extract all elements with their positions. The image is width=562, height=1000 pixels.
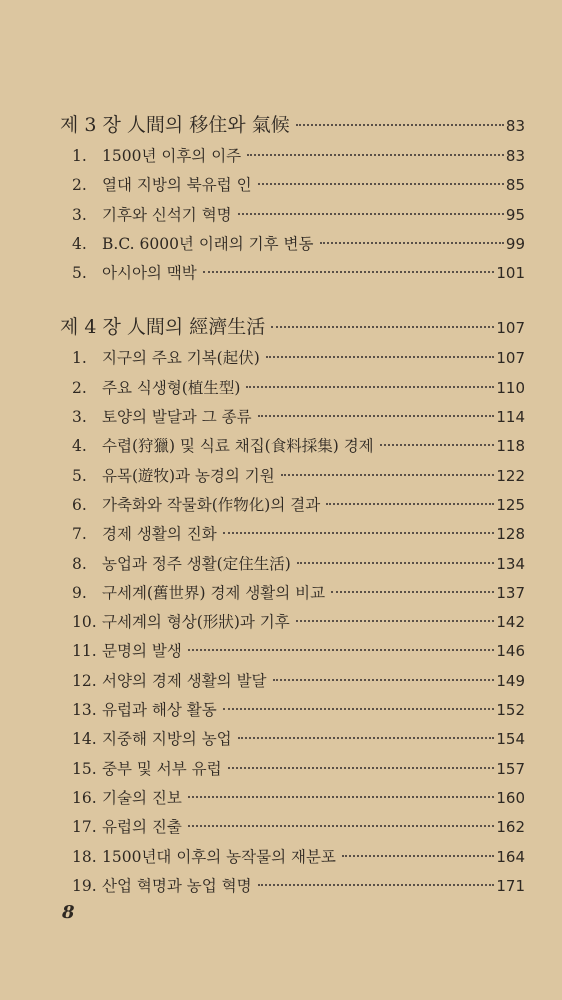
entry-page-number: 157 <box>496 759 525 778</box>
toc-entry <box>60 579 525 608</box>
entry-number: 7. <box>72 525 87 544</box>
toc-entry <box>60 608 525 637</box>
dot-leader <box>296 124 504 126</box>
dot-leader <box>297 562 495 564</box>
entry-number: 8. <box>72 554 87 573</box>
dot-leader <box>188 796 495 798</box>
toc-entry <box>60 755 525 784</box>
toc-entry <box>60 432 525 461</box>
toc-entry <box>60 550 525 579</box>
dot-leader <box>203 271 495 273</box>
entry-title: 토양의 발달과 그 종류 <box>102 408 252 427</box>
entry-page-number: 142 <box>496 613 525 632</box>
dot-leader <box>266 356 495 358</box>
entry-number: 3. <box>72 408 87 427</box>
chapter-spacer <box>60 288 525 310</box>
entry-number: 14. <box>72 730 97 749</box>
toc-entry <box>60 872 525 901</box>
toc-entry <box>60 403 525 432</box>
dot-leader <box>326 503 494 505</box>
entry-number: 4. <box>72 234 87 253</box>
entry-page-number: 110 <box>496 378 525 397</box>
table-of-contents <box>60 108 525 901</box>
chapter-page-number: 107 <box>496 319 525 338</box>
toc-entry <box>60 520 525 549</box>
entry-number: 17. <box>72 818 97 837</box>
entry-number: 16. <box>72 788 97 807</box>
entry-number: 9. <box>72 583 87 602</box>
chapter-heading <box>60 108 525 142</box>
entry-number: 11. <box>72 642 97 661</box>
entry-page-number: 95 <box>505 205 525 224</box>
entry-number: 19. <box>72 876 97 895</box>
toc-entry <box>60 374 525 403</box>
toc-entry <box>60 344 525 373</box>
entry-title: 기술의 진보 <box>102 788 182 807</box>
entry-page-number: 149 <box>496 671 525 690</box>
dot-leader <box>296 620 495 622</box>
dot-leader <box>228 767 495 769</box>
toc-entry <box>60 725 525 754</box>
entry-number: 5. <box>72 466 87 485</box>
entry-title: 가축화와 작물화(作物化)의 결과 <box>102 495 321 514</box>
dot-leader <box>246 386 494 388</box>
entry-page-number: 125 <box>496 495 525 514</box>
entry-title: 1500년 이후의 이주 <box>102 147 242 165</box>
entry-number: 12. <box>72 671 97 690</box>
entry-page-number: 134 <box>496 554 525 573</box>
entry-page-number: 152 <box>496 701 525 720</box>
toc-entry <box>60 230 525 259</box>
entry-page-number: 114 <box>496 408 525 427</box>
page-number-folio: 8 <box>62 902 75 923</box>
chapter-page-number: 83 <box>505 117 525 135</box>
entry-page-number: 99 <box>505 234 525 253</box>
entry-page-number: 146 <box>496 642 525 661</box>
entry-number: 4. <box>72 437 87 456</box>
entry-title: 1500년대 이후의 농작물의 재분포 <box>102 847 336 866</box>
dot-leader <box>247 154 504 156</box>
entry-title: B.C. 6000년 이래의 기후 변동 <box>102 234 314 253</box>
entry-title: 유럽의 진출 <box>102 818 182 837</box>
entry-page-number: 101 <box>496 264 525 283</box>
dot-leader <box>223 532 495 534</box>
entry-number: 2. <box>72 176 87 195</box>
entry-title: 중부 및 서부 유럽 <box>102 759 222 778</box>
dot-leader <box>331 591 494 593</box>
dot-leader <box>188 825 495 827</box>
dot-leader <box>271 326 494 328</box>
chapter-title: 제 3 장 人間의 移住와 氣候 <box>60 114 290 136</box>
toc-entry <box>60 813 525 842</box>
dot-leader <box>273 679 495 681</box>
entry-title: 구세계의 형상(形狀)과 기후 <box>102 613 290 632</box>
dot-leader <box>281 474 495 476</box>
dot-leader <box>223 708 495 710</box>
dot-leader <box>380 444 495 446</box>
entry-page-number: 171 <box>496 876 525 895</box>
entry-title: 유목(遊牧)과 농경의 기원 <box>102 466 275 485</box>
entry-page-number: 85 <box>505 176 525 195</box>
entry-title: 서양의 경제 생활의 발달 <box>102 671 267 690</box>
dot-leader <box>258 415 495 417</box>
entry-title: 경제 생활의 진화 <box>102 525 217 544</box>
toc-entry <box>60 259 525 288</box>
toc-entry <box>60 667 525 696</box>
entry-title: 문명의 발생 <box>102 642 182 661</box>
entry-title: 아시아의 맥박 <box>102 264 197 283</box>
toc-entry <box>60 171 525 200</box>
chapter-title: 제 4 장 人間의 經濟生活 <box>60 316 266 339</box>
toc-entry <box>60 462 525 491</box>
entry-number: 18. <box>72 847 97 866</box>
entry-title: 지중해 지방의 농업 <box>102 730 232 749</box>
entry-number: 15. <box>72 759 97 778</box>
dot-leader <box>188 649 495 651</box>
entry-title: 수렵(狩獵) 및 식료 채집(食料採集) 경제 <box>102 437 374 456</box>
entry-title: 지구의 주요 기복(起伏) <box>102 349 260 368</box>
dot-leader <box>342 855 494 857</box>
entry-title: 주요 식생형(植生型) <box>102 378 241 397</box>
entry-number: 10. <box>72 613 97 632</box>
toc-entry <box>60 784 525 813</box>
entry-number: 3. <box>72 205 87 224</box>
entry-page-number: 164 <box>496 847 525 866</box>
entry-page-number: 160 <box>496 788 525 807</box>
entry-page-number: 162 <box>496 818 525 837</box>
dot-leader <box>238 213 504 215</box>
toc-entry <box>60 142 525 171</box>
toc-entry <box>60 637 525 666</box>
entry-title: 기후와 신석기 혁명 <box>102 205 232 224</box>
chapter-heading <box>60 310 525 344</box>
entry-number: 1. <box>72 147 87 165</box>
dot-leader <box>258 183 504 185</box>
entry-number: 2. <box>72 378 87 397</box>
entry-page-number: 122 <box>496 466 525 485</box>
entry-number: 1. <box>72 349 87 368</box>
toc-entry <box>60 491 525 520</box>
toc-entry <box>60 201 525 230</box>
entry-title: 유럽과 해상 활동 <box>102 701 217 720</box>
entry-number: 6. <box>72 495 87 514</box>
entry-title: 열대 지방의 북유럽 인 <box>102 176 252 195</box>
toc-entry <box>60 696 525 725</box>
entry-page-number: 107 <box>496 349 525 368</box>
entry-number: 5. <box>72 264 87 283</box>
entry-title: 구세계(舊世界) 경제 생활의 비교 <box>102 583 326 602</box>
dot-leader <box>238 737 495 739</box>
entry-page-number: 83 <box>505 147 525 165</box>
entry-page-number: 128 <box>496 525 525 544</box>
entry-page-number: 118 <box>496 437 525 456</box>
entry-number: 13. <box>72 701 97 720</box>
entry-title: 농업과 정주 생활(定住生活) <box>102 554 291 573</box>
toc-entry <box>60 843 525 872</box>
dot-leader <box>320 242 504 244</box>
entry-page-number: 137 <box>496 583 525 602</box>
dot-leader <box>258 884 495 886</box>
entry-page-number: 154 <box>496 730 525 749</box>
entry-title: 산업 혁명과 농업 혁명 <box>102 876 252 895</box>
